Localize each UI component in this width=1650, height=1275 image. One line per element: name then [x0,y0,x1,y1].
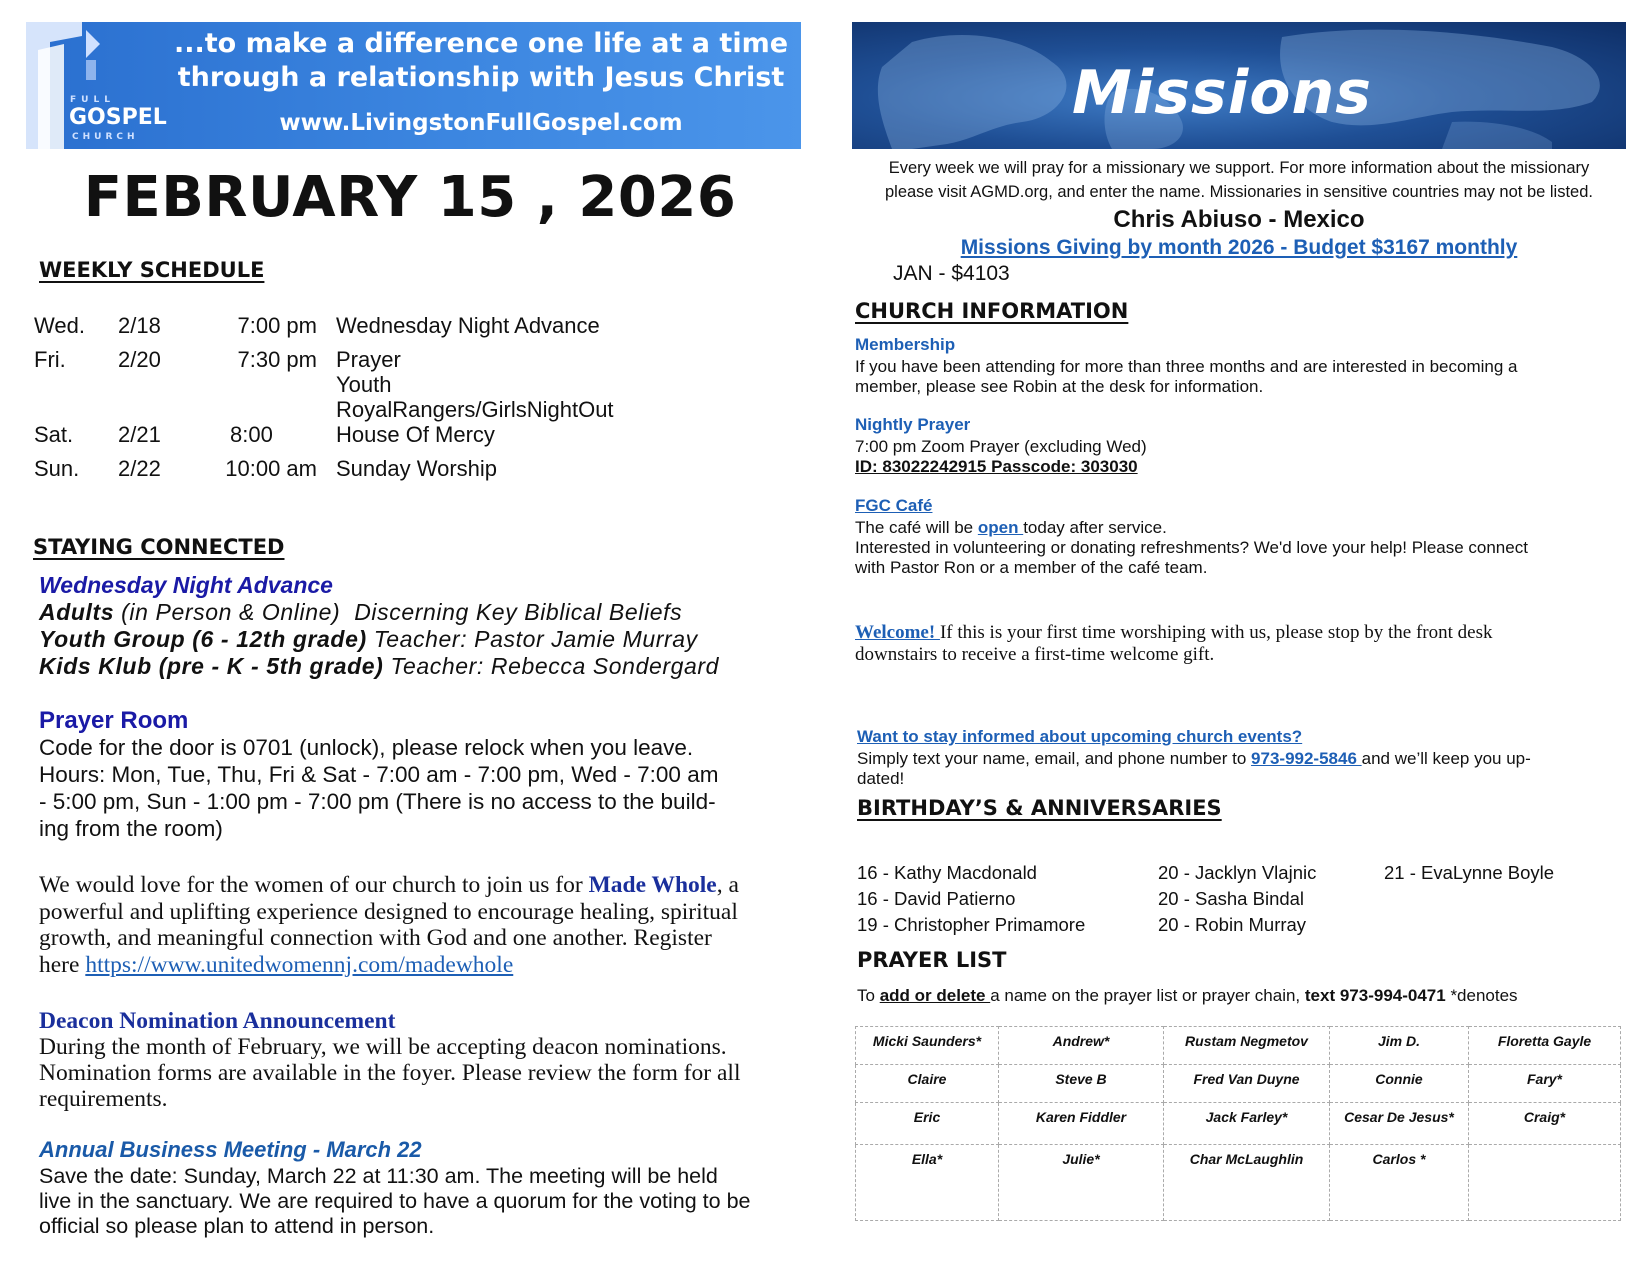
birthday-item: 19 - Christopher Primamore [857,914,1086,935]
schedule-date: 2/20 [118,347,161,372]
membership-line: If you have been attending for more than three months and are interested in becoming a [855,357,1518,376]
events-phone-link[interactable]: 973-992-5846 [1251,749,1362,768]
birthday-item: 20 - Robin Murray [1158,914,1307,935]
bulletin-date: FEBRUARY 15 , 2026 [83,165,737,230]
deacon-title: Deacon Nomination Announcement [39,1008,396,1034]
birthday-item: 16 - David Patierno [857,888,1016,909]
missions-giving-link[interactable]: Missions Giving by month 2026 - Budget $3167 monthly [960,236,1518,259]
prayer-room-title: Prayer Room [39,707,189,734]
welcome-link[interactable]: Welcome! [855,622,940,643]
nightly-prayer-title: Nightly Prayer [855,415,971,434]
prayer-room-line: Code for the door is 0701 (unlock), please relock when you leave. [39,735,694,760]
cafe-text: The café will be [855,518,978,537]
prayer-name-cell: Karen Fiddler [999,1103,1164,1145]
missions-jan: JAN - $4103 [893,262,1010,285]
prayer-name-cell: Char McLaughlin [1164,1145,1330,1221]
prayer-name-cell: Craig* [1469,1103,1621,1145]
made-whole-name: Made Whole [588,872,717,898]
kids-label: Kids Klub (pre - K - 5th grade) [39,653,384,679]
prayer-name-cell: Eric [856,1103,999,1145]
cafe-open-link[interactable]: open [977,518,1024,537]
prayer-name-cell: Julie* [999,1145,1164,1221]
birthday-column-2 [1158,860,1316,938]
schedule-event: Prayer [336,347,401,372]
prayer-name-cell: Ella* [856,1145,999,1221]
prayer-intro-text: a name on the prayer list or prayer chain, [990,986,1305,1005]
made-whole-register-link[interactable]: https://www.unitedwomennj.com/madewhole [85,952,514,978]
prayer-name-cell: Jack Farley* [1164,1103,1330,1145]
prayer-name-cell: Connie [1330,1065,1469,1103]
cafe-text: today after service. [1023,518,1167,537]
logo-text-church: CHURCH [72,132,139,142]
schedule-time: 10:00 am [225,456,317,481]
table-row [856,1027,1621,1065]
events-line: dated! [857,769,905,788]
welcome-line [855,622,1492,644]
made-whole-line [39,952,513,979]
made-whole-line: growth, and meaningful connection with God and one another. Register [39,925,712,951]
missions-intro-line: please visit AGMD.org, and enter the name. Missionaries in sensitive countries may not be listed. [884,183,1593,201]
prayer-list-intro [857,986,1518,1006]
cafe-line: Interested in volunteering or donating refreshments? We'd love your help! Please connect [855,538,1528,557]
prayer-name-cell: Carlos * [1330,1145,1469,1221]
staying-connected-heading: STAYING CONNECTED [33,535,285,559]
made-whole-line: powerful and uplifting experience designed to encourage healing, spiritual [39,899,738,925]
kids-detail: Teacher: Rebecca Sondergard [383,653,720,679]
adults-label: Adults [39,599,115,625]
birthday-item: 20 - Sasha Bindal [1158,888,1305,909]
missions-title: Missions [1072,58,1372,128]
schedule-day: Sun. [34,456,80,481]
prayer-name-cell: Claire [856,1065,999,1103]
schedule-time: 7:00 pm [237,313,317,338]
youth-detail: Teacher: Pastor Jamie Murray [366,626,698,652]
birthday-item: 21 - EvaLynne Boyle [1384,862,1555,883]
schedule-day: Wed. [34,313,85,338]
abm-line: Save the date: Sunday, March 22 at 11:30 am. The meeting will be held [39,1164,718,1188]
table-row [856,1065,1621,1103]
birthday-item: 20 - Jacklyn Vlajnic [1158,862,1317,883]
schedule-event: RoyalRangers/GirlsNightOut [336,397,614,422]
prayer-name-cell [1469,1145,1621,1221]
schedule-day: Fri. [34,347,66,372]
header-banner [26,22,801,149]
table-row [856,1103,1621,1145]
welcome-line: downstairs to receive a first-time welcome gift. [855,644,1215,665]
weekly-schedule-heading: WEEKLY SCHEDULE [39,258,265,282]
table-row [856,1145,1621,1221]
schedule-date: 2/18 [118,313,161,338]
schedule-time: 8:00 [230,422,273,447]
welcome-text: If this is your first time worshiping with us, please stop by the front desk [939,622,1493,643]
wna-title: Wednesday Night Advance [39,572,333,598]
deacon-line: requirements. [39,1086,168,1112]
prayer-intro-text: *denotes [1445,986,1518,1005]
events-line [857,747,1531,771]
prayer-name-cell: Jim D. [1330,1027,1469,1065]
schedule-event: House Of Mercy [336,422,495,447]
prayer-name-cell: Fred Van Duyne [1164,1065,1330,1103]
prayer-name-cell: Floretta Gayle [1469,1027,1621,1065]
events-link[interactable]: Want to stay informed about upcoming church events? [857,727,1303,746]
prayer-name-cell: Micki Saunders* [856,1027,999,1065]
made-whole-line [39,872,739,899]
schedule-event: Sunday Worship [336,456,498,481]
prayer-list-heading: PRAYER LIST [857,948,1007,972]
schedule-date: 2/21 [118,422,161,447]
zoom-id-passcode: ID: 83022242915 Passcode: 303030 [855,457,1138,476]
schedule-event: Wednesday Night Advance [336,313,600,338]
events-text: Simply text your name, email, and phone number to [857,749,1252,768]
schedule-day: Sat. [34,422,74,447]
birthday-column-3 [1384,860,1554,886]
birthdays-heading: BIRTHDAY’S & ANNIVERSARIES [857,796,1222,820]
prayer-room-line: - 5:00 pm, Sun - 1:00 pm - 7:00 pm (There is no access to the build- [39,789,716,814]
cafe-line: with Pastor Ron or a member of the café team. [855,558,1208,577]
abm-line: official so please plan to attend in person. [39,1214,435,1238]
wna-youth-line [39,626,698,653]
membership-title: Membership [855,335,956,354]
banner-tagline-2: through a relationship with Jesus Christ [177,62,785,93]
adults-detail: (in Person & Online) Discerning Key Biblical Beliefs [114,599,683,625]
church-info-heading: CHURCH INFORMATION [855,299,1129,323]
birthday-column-1 [857,860,1085,938]
prayer-name-cell: Steve B [999,1065,1164,1103]
made-whole-text: We would love for the women of our church to join us for [39,872,589,898]
prayer-name-cell: Fary* [1469,1065,1621,1103]
missions-intro-line: Every week we will pray for a missionary we support. For more information about the missionary [888,159,1590,177]
schedule-date: 2/22 [118,456,161,481]
prayer-name-cell: Cesar De Jesus* [1330,1103,1469,1145]
membership-line: member, please see Robin at the desk for information. [855,377,1264,396]
prayer-room-line: ing from the room) [39,816,223,841]
logo-text-full: FULL [70,95,115,105]
nightly-prayer-line: 7:00 pm Zoom Prayer (excluding Wed) [855,437,1147,456]
schedule-time: 7:30 pm [237,347,317,372]
deacon-line: During the month of February, we will be accepting deacon nominations. [39,1034,727,1060]
wna-kids-line [39,653,719,680]
prayer-room-line: Hours: Mon, Tue, Thu, Fri & Sat - 7:00 am - 7:00 pm, Wed - 7:00 am [39,762,719,787]
events-text: and we’ll keep you up- [1361,749,1531,768]
made-whole-text: , a [716,872,739,898]
schedule-event: Youth [336,372,392,397]
prayer-intro-text: To [857,986,880,1005]
prayer-text-number: text 973-994-0471 [1304,986,1446,1005]
logo-text-gospel: GOSPEL [69,105,167,130]
prayer-name-cell: Andrew* [999,1027,1164,1065]
missions-banner [852,22,1626,149]
abm-title: Annual Business Meeting - March 22 [39,1137,422,1162]
birthday-item: 16 - Kathy Macdonald [857,862,1037,883]
deacon-line: Nomination forms are available in the foyer. Please review the form for all [39,1060,741,1086]
prayer-list-table [855,1026,1621,1221]
missions-intro [852,156,1626,204]
add-delete-link[interactable]: add or delete [879,986,991,1005]
banner-tagline-1: ...to make a difference one life at a time [173,28,789,59]
missionary-name: Chris Abiuso - Mexico [1113,206,1365,233]
prayer-name-cell: Rustam Negmetov [1164,1027,1330,1065]
cafe-title[interactable]: FGC Café [855,496,933,515]
made-whole-text: here [39,952,86,978]
banner-url[interactable]: www.LivingstonFullGospel.com [279,110,683,136]
youth-label: Youth Group (6 - 12th grade) [39,626,367,652]
missions-giving-wrap [852,236,1626,260]
wna-adults-line [39,599,682,626]
abm-line: live in the sanctuary. We are required to have a quorum for the voting to be [39,1189,751,1213]
